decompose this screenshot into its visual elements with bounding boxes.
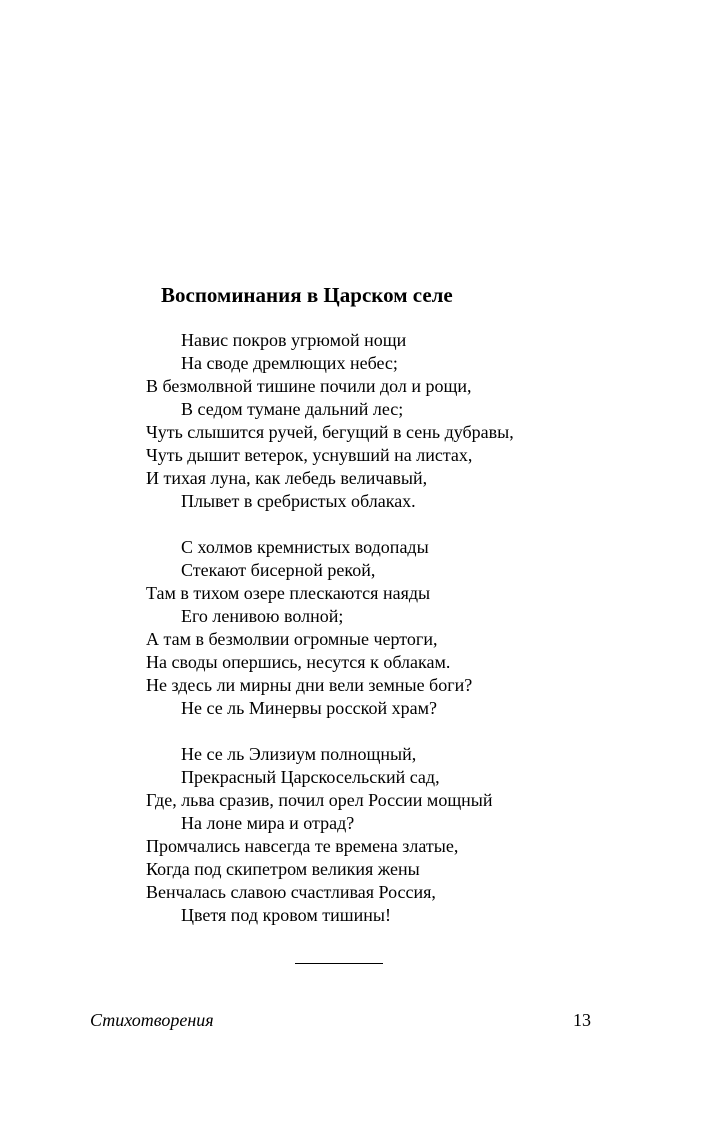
poem-line: Не се ль Минервы росской храм? bbox=[181, 698, 437, 718]
poem-line: На своды опершись, несутся к облакам. bbox=[146, 652, 451, 672]
running-title: Стихотворения bbox=[90, 1010, 214, 1030]
poem-line: Промчались навсегда те времена златые, bbox=[146, 836, 459, 856]
poem-line: И тихая луна, как лебедь величавый, bbox=[146, 468, 428, 488]
poem-line: Стекают бисерной рекой, bbox=[181, 560, 376, 580]
poem-line: Когда под скипетром великия жены bbox=[146, 859, 420, 879]
poem-line: А там в безмолвии огромные чертоги, bbox=[146, 629, 438, 649]
poem-line: В седом тумане дальний лес; bbox=[181, 399, 404, 419]
stanza bbox=[146, 536, 666, 720]
poem-line: Цветя под кровом тишины! bbox=[181, 905, 391, 925]
poem-line: Венчалась славою счастливая Россия, bbox=[146, 882, 436, 902]
poem-line: Плывет в сребристых облаках. bbox=[181, 491, 416, 511]
poem-line: В безмолвной тишине почили дол и рощи, bbox=[146, 376, 472, 396]
poem-line: На лоне мира и отрад? bbox=[181, 813, 355, 833]
poem-line: Его ленивою волной; bbox=[181, 606, 344, 626]
poem-line: Где, льва сразив, почил орел России мощный bbox=[146, 790, 493, 810]
poem-line: Там в тихом озере плескаются наяды bbox=[146, 583, 431, 603]
poem-line: На своде дремлющих небес; bbox=[181, 353, 398, 373]
poem-line: Чуть дышит ветерок, уснувший на листах, bbox=[146, 445, 473, 465]
stanza bbox=[146, 743, 666, 927]
poem-line: Не се ль Элизиум полнощный, bbox=[181, 744, 417, 764]
page-number: 13 bbox=[573, 1010, 591, 1030]
poem-line: Навис покров угрюмой нощи bbox=[181, 330, 407, 350]
poem-body bbox=[146, 329, 666, 950]
stanza bbox=[146, 329, 666, 513]
poem-line: Не здесь ли мирны дни вели земные боги? bbox=[146, 675, 473, 695]
poem-line: Прекрасный Царскосельский сад, bbox=[181, 767, 440, 787]
section-divider bbox=[295, 963, 383, 964]
poem-line: С холмов кремнистых водопады bbox=[181, 537, 429, 557]
poem-line: Чуть слышится ручей, бегущий в сень дубравы, bbox=[146, 422, 514, 442]
poem-title: Воспоминания в Царском селе bbox=[161, 283, 453, 307]
